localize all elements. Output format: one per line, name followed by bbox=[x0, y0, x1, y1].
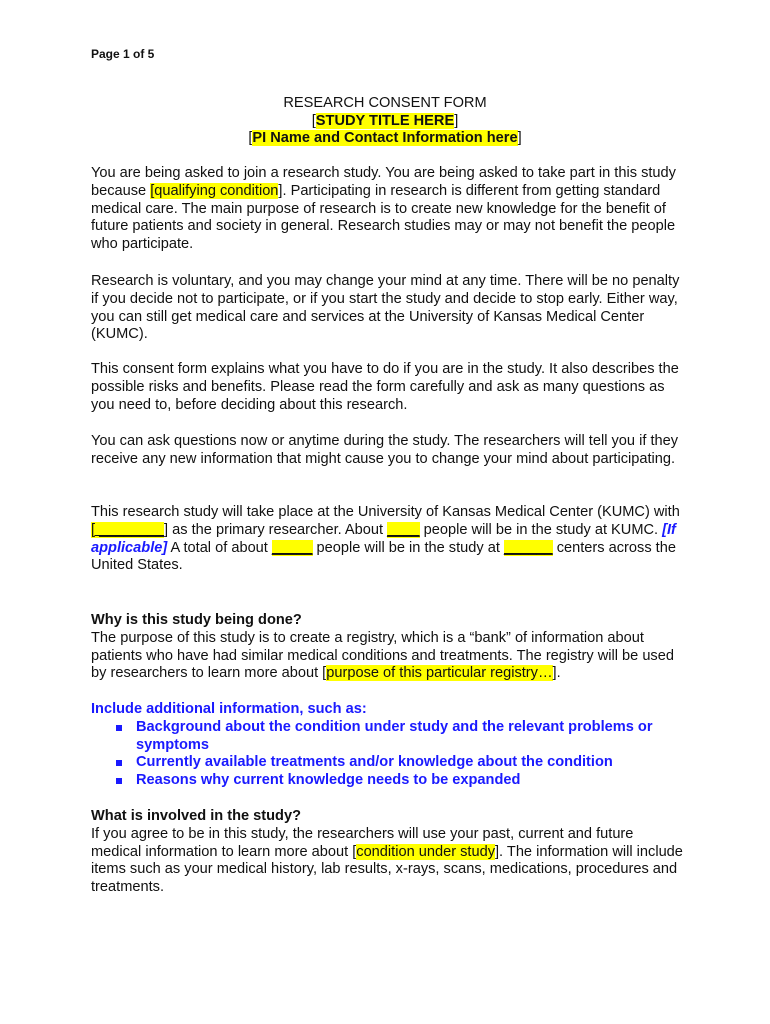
location-text-e: people will be in the study at bbox=[312, 539, 504, 556]
location-text-d: A total of about bbox=[167, 539, 272, 556]
total-count-blank: _____ bbox=[271, 539, 313, 556]
location-text-a: This research study will take place at the University of Kansas Medical Center (KUMC) with bbox=[91, 504, 680, 520]
include-list bbox=[91, 719, 683, 790]
centers-count-blank: ______ bbox=[503, 539, 553, 556]
section-involved bbox=[91, 808, 683, 897]
bullet-square-icon bbox=[116, 778, 122, 784]
location-text-b: ] as the primary researcher. About bbox=[164, 521, 388, 538]
qualifying-condition-placeholder: [qualifying condition bbox=[150, 182, 279, 199]
intro-text-b: ]. Participating in research is different from getting standard medical care. The main purpose of research is to create new knowledge for the benefit of future patients and society in general. Research studies may or may not benefit the people who participate. bbox=[91, 182, 676, 253]
list-item: Background about the condition under study and the relevant problems or symptoms bbox=[91, 719, 683, 755]
page-number: Page 1 of 5 bbox=[91, 47, 155, 61]
involved-heading: What is involved in the study? bbox=[91, 808, 302, 824]
researcher-blank: [ ________ bbox=[91, 521, 165, 538]
paragraph-voluntary bbox=[91, 273, 683, 344]
list-item: Currently available treatments and/or knowledge about the condition bbox=[91, 754, 683, 772]
paragraph-intro bbox=[91, 165, 683, 254]
section-include bbox=[91, 701, 683, 790]
condition-placeholder: condition under study bbox=[356, 843, 495, 860]
study-title-placeholder: STUDY TITLE HERE bbox=[315, 112, 455, 129]
if-applicable-note: [If applicable] bbox=[91, 521, 676, 556]
involved-text-b: ]. The information will include items such as your medical history, lab results, x-rays, scans, medications, procedures and treatments. bbox=[91, 843, 683, 896]
location-text-f: centers across the United States. bbox=[91, 539, 676, 574]
section-why bbox=[91, 612, 683, 683]
include-heading: Include additional information, such as: bbox=[91, 701, 367, 717]
paragraph-location bbox=[91, 504, 683, 575]
questions-text: You can ask questions now or anytime during the study. The researchers will tell you if they receive any new information that might cause you to change your mind about participating. bbox=[91, 433, 679, 467]
pi-info: [PI Name and Contact Information here] bbox=[248, 130, 522, 147]
paragraph-questions bbox=[91, 433, 683, 469]
consent-explain-text: This consent form explains what you have to do if you are in the study. It also describes the possible risks and benefits. Please read the form carefully and ask as many questions as you need to, before deciding about this research. bbox=[91, 361, 679, 413]
form-header bbox=[0, 95, 770, 148]
form-title: RESEARCH CONSENT FORM bbox=[283, 95, 487, 111]
pi-info-placeholder: PI Name and Contact Information here bbox=[252, 130, 518, 147]
involved-text-a: If you agree to be in this study, the researchers will use your past, current and future medical information to learn more about [ bbox=[91, 825, 634, 860]
voluntary-text: Research is voluntary, and you may change your mind at any time. There will be no penalty if you decide not to participate, or if you start the study and decide to stop early. Either way, you can still get medical care and services at the University of Kansas Medical Center (KUMC). bbox=[91, 273, 680, 343]
bullet-square-icon bbox=[116, 725, 122, 731]
location-text-c: people will be in the study at KUMC. bbox=[419, 521, 663, 538]
kumc-count-blank: ____ bbox=[387, 521, 420, 538]
why-text-a: The purpose of this study is to create a registry, which is a “bank” of information about patients who have had similar medical conditions and treatments. The registry will be used by researchers to learn more about [ bbox=[91, 629, 674, 682]
list-item: Reasons why current knowledge needs to be expanded bbox=[91, 772, 683, 790]
paragraph-consent-explain bbox=[91, 361, 683, 414]
registry-purpose-placeholder: purpose of this particular registry… bbox=[326, 665, 553, 682]
why-heading: Why is this study being done? bbox=[91, 612, 302, 628]
intro-text-a: You are being asked to join a research study. You are being asked to take part in this study because bbox=[91, 165, 676, 199]
study-title: [STUDY TITLE HERE] bbox=[311, 112, 459, 129]
bullet-square-icon bbox=[116, 760, 122, 766]
why-text-b: ]. bbox=[552, 665, 561, 682]
